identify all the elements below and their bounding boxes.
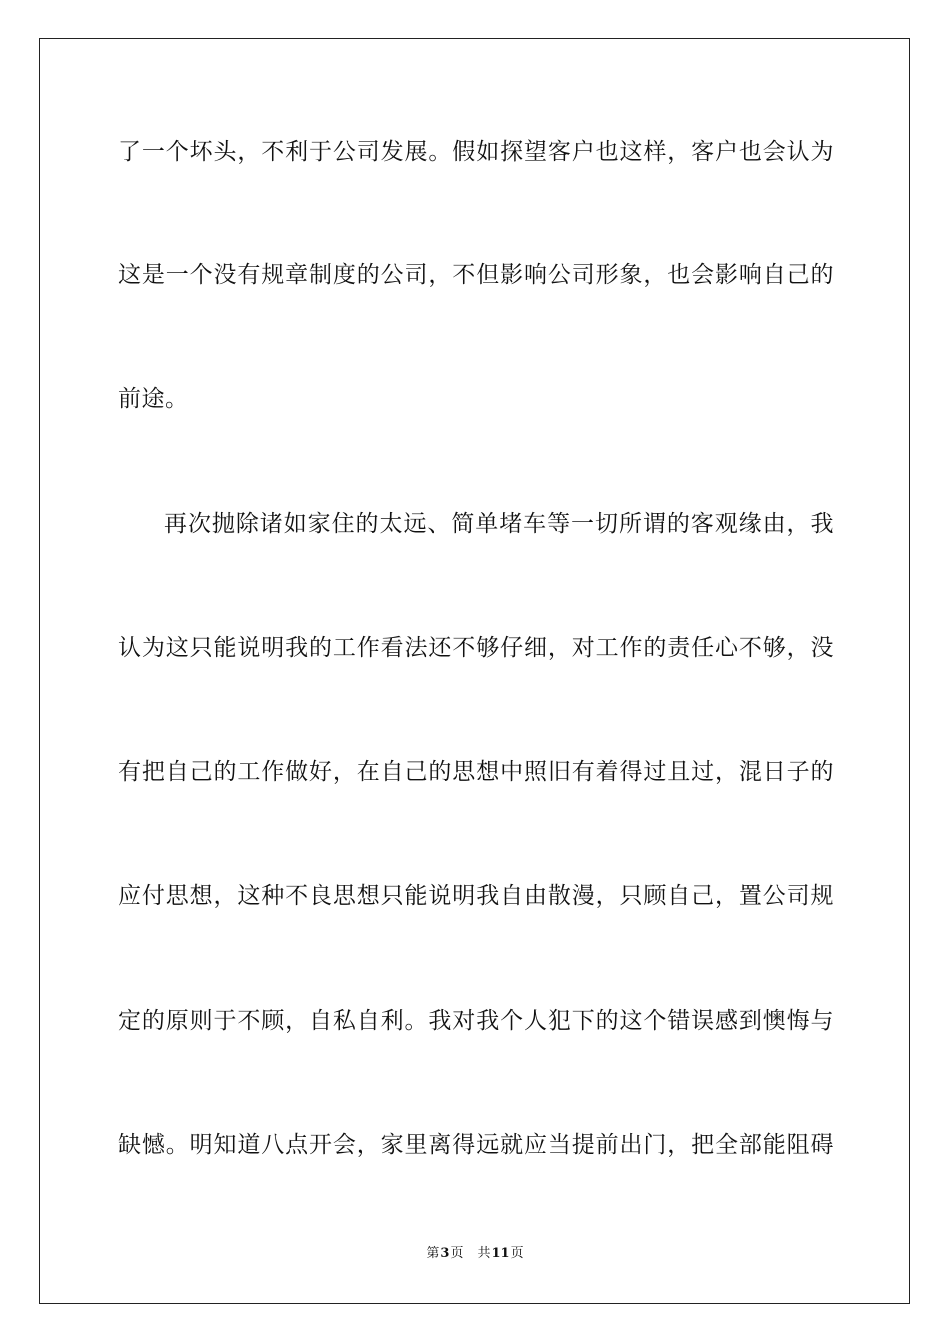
text-line: 定的原则于不顾，自私自利。我对我个人犯下的这个错误感到懊悔与 (118, 1008, 834, 1034)
text-line: 应付思想，这种不良思想只能说明我自由散漫，只顾自己，置公司规 (118, 883, 834, 909)
text-line: 缺憾。明知道八点开会，家里离得远就应当提前出门，把全部能阻碍 (118, 1132, 834, 1158)
page-number: 3 (440, 1246, 450, 1261)
total-suffix: 页 (510, 1246, 524, 1261)
page-suffix: 页 (450, 1246, 464, 1261)
text-line: 前途。 (118, 386, 189, 412)
total-pages: 11 (491, 1246, 510, 1261)
text-line: 认为这只能说明我的工作看法还不够仔细，对工作的责任心不够，没 (118, 635, 834, 661)
text-line: 有把自己的工作做好，在自己的思想中照旧有着得过且过，混日子的 (118, 759, 834, 785)
page-frame (39, 38, 910, 1304)
text-line: 这是一个没有规章制度的公司，不但影响公司形象，也会影响自己的 (118, 262, 834, 288)
total-prefix: 共 (477, 1246, 491, 1261)
paragraph-first-line: 再次抛除诸如家住的太远、简单堵车等一切所谓的客观缘由，我 (164, 511, 834, 537)
page-footer (0, 1246, 950, 1262)
text-line: 了一个坏头，不利于公司发展。假如探望客户也这样，客户也会认为 (118, 139, 834, 165)
page-prefix: 第 (426, 1246, 440, 1261)
